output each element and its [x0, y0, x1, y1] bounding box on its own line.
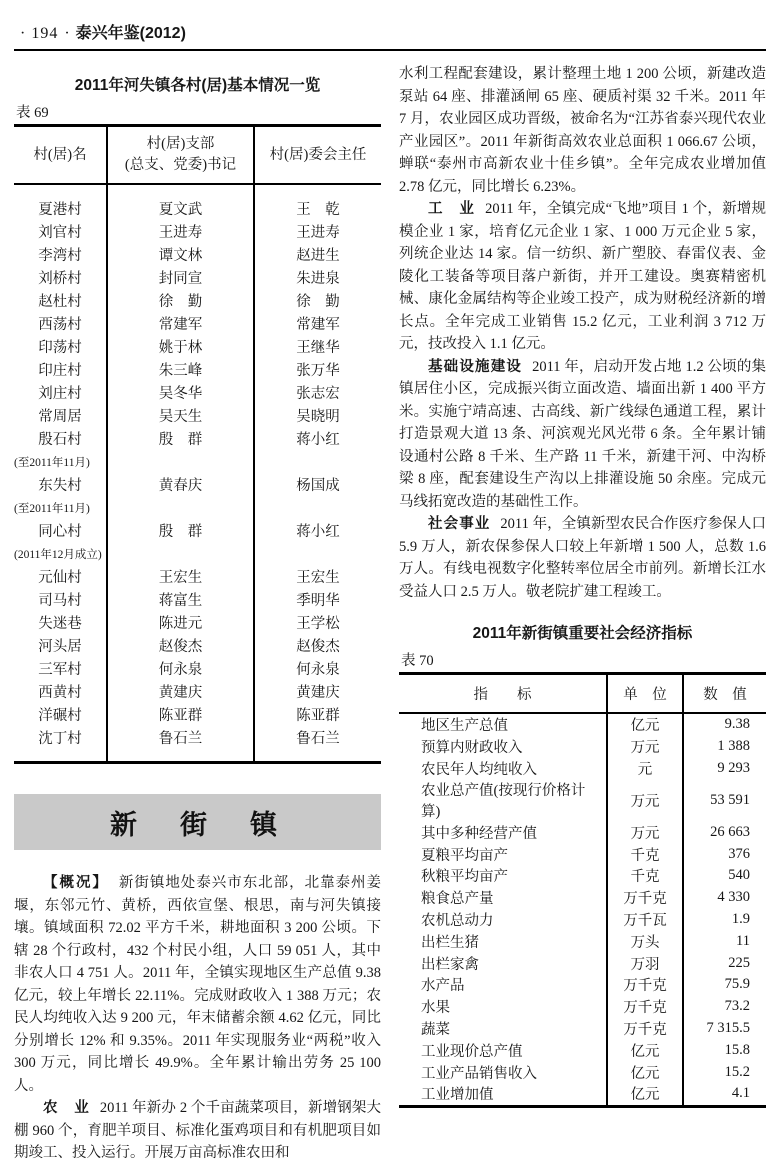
village-name-cell: 三军村 [38, 662, 82, 679]
table69-colheader-name: 村(居)名 [14, 126, 107, 185]
village-name-cell: 赵杜村 [38, 294, 82, 311]
village-name-cell: 印荡村 [38, 340, 82, 357]
left-column [14, 61, 381, 1165]
secretary-cell: 吴天生 [107, 404, 254, 427]
table-row [399, 996, 766, 1018]
village-name-cell: 河头居 [38, 639, 82, 656]
value-cell: 376 [728, 845, 750, 862]
director-cell: 陈亚群 [296, 708, 340, 725]
social-affairs-paragraph [399, 513, 766, 603]
agriculture-lead: 农 业 [43, 1100, 90, 1117]
secretary-cell: 鲁石兰 [107, 726, 254, 749]
village-name-cell: 西黄村 [38, 685, 82, 702]
indicator-cell: 粮食总产量 [421, 891, 494, 908]
table-row [399, 909, 766, 931]
table69-colheader-secretary-line1: 村(居)支部 [146, 136, 215, 152]
director-cell: 王宏生 [296, 570, 340, 587]
table-row [14, 220, 381, 243]
unit-cell: 万羽 [607, 952, 683, 974]
table-row [14, 404, 381, 427]
header-rule [14, 49, 766, 51]
table70-colheader-unit: 单 位 [607, 674, 683, 714]
secretary-cell: 陈进元 [107, 611, 254, 634]
village-note-cell: (至2011年11月) [14, 456, 90, 469]
continuation-text: 水利工程配套建设，累计整理土地 1 200 公顷，新建改造泵站 64 座、排灌涵闸 65 座、硬质衬渠 32 千米。2011 年 7 月，农业园区成功晋级，被命名为“江苏省泰兴现代农业产业园区”。2011 年新街高效农业总面积 1 066.67 公顷，蝉联“泰州市高新农业十佳乡镇”。全年完成农业增加值 2.78 亿元，同比增长 6.23%。 [399, 66, 766, 195]
unit-cell: 万千克 [607, 996, 683, 1018]
social-affairs-lead: 社会事业 [428, 516, 491, 532]
table-row [399, 1061, 766, 1083]
table-row [399, 758, 766, 780]
indicator-cell: 出栏家禽 [421, 956, 479, 973]
director-cell: 王继华 [296, 340, 340, 357]
director-cell: 王进寿 [296, 225, 340, 242]
village-name-cell: 印庄村 [38, 363, 82, 380]
village-name-cell: 司马村 [38, 593, 82, 610]
secretary-cell: 赵俊杰 [107, 634, 254, 657]
table-row [399, 736, 766, 758]
header-dot-right: · [64, 25, 70, 42]
secretary-cell: 殷 群 [107, 427, 254, 450]
indicator-cell: 水产品 [421, 978, 465, 995]
table-row [399, 821, 766, 843]
director-cell: 赵进生 [296, 248, 340, 265]
table-row [14, 634, 381, 657]
table-row [399, 843, 766, 865]
table-row [399, 887, 766, 909]
table-row [14, 312, 381, 335]
industry-text: 2011 年，全镇完成“飞地”项目 1 个，新增规模企业 1 家，培育亿元企业 1 家、1 000 万元企业 5 家，列统企业达 14 家。信一纺织、新广塑胶、春雷仪表、金陵化工装备等项目落户新街，并开工建设。奥赛精密机械、康化金属结构等企业竣工投产，成为财税经济新的增长点。全年完成工业销售 15.2 亿元，工业利润 3 712 万元，技改投入 1.1 亿元。 [399, 201, 766, 352]
table-row [14, 381, 381, 404]
table-row [14, 427, 381, 450]
director-cell: 徐 勤 [296, 294, 340, 311]
indicator-cell: 地区生产总值 [421, 718, 508, 735]
unit-cell: 万元 [607, 736, 683, 758]
director-cell: 张万华 [296, 363, 340, 380]
village-name-cell: 同心村 [38, 524, 82, 541]
director-cell: 王 乾 [296, 202, 340, 219]
spacer-cell [254, 184, 381, 197]
unit-cell: 万千克 [607, 1018, 683, 1040]
right-column [399, 61, 766, 1165]
value-cell: 225 [728, 954, 750, 971]
value-cell: 9.38 [724, 716, 750, 733]
table69-header [14, 126, 381, 185]
table-row [399, 952, 766, 974]
table-row [14, 588, 381, 611]
table70-colheader-indicator: 指 标 [399, 674, 607, 714]
secretary-cell: 蒋富生 [107, 588, 254, 611]
table69-title: 2011年河失镇各村(居)基本情况一览 [74, 77, 321, 94]
table-row [14, 335, 381, 358]
empty-cell [107, 450, 254, 473]
unit-cell: 万元 [607, 821, 683, 843]
table-row [14, 473, 381, 496]
indicator-cell: 蔬菜 [421, 1021, 450, 1038]
village-name-cell: 刘官村 [38, 225, 82, 242]
director-cell: 朱进泉 [296, 271, 340, 288]
indicator-cell: 夏粮平均亩产 [421, 847, 508, 864]
book-title: 泰兴年鉴(2012) [75, 25, 186, 42]
village-name-cell: 刘桥村 [38, 271, 82, 288]
director-cell: 何永泉 [296, 662, 340, 679]
two-column-layout [14, 61, 766, 1165]
table69-colheader-secretary [107, 126, 254, 185]
page-number: 194 [31, 25, 59, 42]
indicator-cell: 工业增加值 [421, 1087, 494, 1104]
table-row [14, 680, 381, 703]
unit-cell: 万千克 [607, 887, 683, 909]
secretary-cell: 徐 勤 [107, 289, 254, 312]
secretary-cell: 封同宣 [107, 266, 254, 289]
table-row [14, 197, 381, 220]
indicator-cell: 秋粮平均亩产 [421, 869, 508, 886]
village-name-cell: 东失村 [38, 478, 82, 495]
unit-cell: 万千瓦 [607, 909, 683, 931]
table-row [399, 1018, 766, 1040]
spacer-cell [14, 184, 107, 197]
value-cell: 73.2 [724, 998, 750, 1015]
village-note-cell: (至2011年11月) [14, 502, 90, 515]
table-row [399, 713, 766, 736]
value-cell: 7 315.5 [706, 1019, 750, 1036]
secretary-cell: 黄春庆 [107, 473, 254, 496]
value-cell: 4.1 [731, 1085, 750, 1102]
table69 [14, 124, 381, 764]
value-cell: 15.2 [724, 1063, 750, 1080]
empty-cell [254, 450, 381, 473]
empty-cell [107, 496, 254, 519]
infrastructure-lead: 基础设施建设 [428, 358, 523, 375]
table-row [14, 243, 381, 266]
village-name-cell: 夏港村 [38, 202, 82, 219]
empty-cell [254, 496, 381, 519]
director-cell: 王学松 [296, 616, 340, 633]
overview-paragraph [14, 872, 381, 1097]
table69-label: 表 69 [16, 105, 49, 121]
director-cell: 张志宏 [296, 386, 340, 403]
table70 [399, 672, 766, 1108]
secretary-cell: 何永泉 [107, 657, 254, 680]
agriculture-paragraph [14, 1097, 381, 1165]
secretary-cell: 谭文林 [107, 243, 254, 266]
overview-text: 新街镇地处泰兴市东北部，北靠泰州姜堰，东邻元竹、黄桥，西依宣堡、根思，南与河失镇接壤。镇域面积 72.02 平方千米，耕地面积 3 200 公顷。下辖 28 个行政村，432 个村民小组，人口 59 051 人，其中非农人口 4 751 人。2011 年，全镇实现地区生产总值 9.38 亿元，较上年增长 22.11%。完成财政收入 1 388 万元；农民人均纯收入达 9 200 元，年末储蓄余额 4.62 亿元，同比分别增长 12% 和 9.35%。2011 年实现服务业“两税”收入 300 万元，同比增长 49.9%。全年累计输出劳务 25 100 人。 [14, 875, 382, 1094]
value-cell: 15.8 [724, 1041, 750, 1058]
table-row [14, 289, 381, 312]
overview-lead: 【概况】 [43, 875, 109, 892]
value-cell: 53 591 [710, 791, 750, 808]
village-note-row [14, 496, 381, 519]
indicator-cell: 工业现价总产值 [421, 1043, 523, 1060]
town-section-banner: 新 街 镇 [14, 794, 381, 850]
table-row [14, 703, 381, 726]
table-row [399, 930, 766, 952]
table-row [14, 611, 381, 634]
value-cell: 75.9 [724, 976, 750, 993]
village-name-cell: 元仙村 [38, 570, 82, 587]
unit-cell: 亿元 [607, 1061, 683, 1083]
table-row [399, 1083, 766, 1106]
unit-cell: 亿元 [607, 1083, 683, 1106]
table-row [399, 779, 766, 821]
agriculture-text: 2011 年新办 2 个千亩蔬菜项目，新增钢架大棚 960 个，育肥羊项目、标准化蛋鸡项目和有机肥项目如期竣工、投入运行。开展万亩高标准农田和 [14, 1100, 381, 1162]
director-cell: 季明华 [296, 593, 340, 610]
village-name-cell: 殷石村 [38, 432, 82, 449]
indicator-cell: 水果 [421, 1000, 450, 1017]
secretary-cell: 朱三峰 [107, 358, 254, 381]
village-note-cell: (2011年12月成立) [14, 548, 102, 561]
table70-title: 2011年新街镇重要社会经济指标 [472, 625, 693, 642]
unit-cell: 亿元 [607, 1039, 683, 1061]
continuation-paragraph [399, 63, 766, 198]
unit-cell: 千克 [607, 865, 683, 887]
value-cell: 26 663 [710, 823, 750, 840]
secretary-cell: 王宏生 [107, 565, 254, 588]
indicator-cell: 其中多种经营产值 [421, 825, 537, 842]
table69-colheader-director: 村(居)委会主任 [254, 126, 381, 185]
value-cell: 11 [736, 932, 750, 949]
secretary-cell: 吴冬华 [107, 381, 254, 404]
table-row [14, 726, 381, 749]
table70-label: 表 70 [401, 653, 434, 669]
header-dot-left: · [20, 25, 26, 42]
secretary-cell: 黄建庆 [107, 680, 254, 703]
spacer-cell [107, 749, 254, 763]
unit-cell: 万元 [607, 779, 683, 821]
village-name-cell: 沈丁村 [38, 731, 82, 748]
unit-cell: 万头 [607, 930, 683, 952]
table-row [14, 657, 381, 680]
infrastructure-paragraph [399, 356, 766, 514]
village-note-row [14, 542, 381, 565]
director-cell: 蒋小红 [296, 432, 340, 449]
value-cell: 4 330 [717, 889, 750, 906]
director-cell: 鲁石兰 [296, 731, 340, 748]
table-row [399, 865, 766, 887]
infrastructure-text: 2011 年，启动开发占地 1.2 公顷的集镇居住小区，完成振兴街立面改造、墙面出新 1 400 平方米。实施宁靖高速、古高线、新广线绿色通道工程，累计打造景观大道 13 条、河滨观光风光带 6 条。全年累计铺设通村公路 8 千米、生产路 11 千米，新建干河、中沟桥梁 8 座，配套建设生产沟以上排灌设施 50 余座。完成元马线拓宽改造的基础性工作。 [399, 358, 766, 510]
secretary-cell: 常建军 [107, 312, 254, 335]
indicator-cell: 出栏生猪 [421, 934, 479, 951]
table-row [14, 519, 381, 542]
indicator-cell: 工业产品销售收入 [421, 1065, 537, 1082]
table70-colheader-value: 数 值 [683, 674, 766, 714]
empty-cell [254, 542, 381, 565]
indicator-cell: 农机总动力 [421, 912, 494, 929]
spacer-cell [107, 184, 254, 197]
value-cell: 1.9 [731, 910, 750, 927]
indicator-cell: 农民年人均纯收入 [421, 761, 537, 778]
table-row [399, 1039, 766, 1061]
secretary-cell: 陈亚群 [107, 703, 254, 726]
director-cell: 蒋小红 [296, 524, 340, 541]
secretary-cell: 殷 群 [107, 519, 254, 542]
social-affairs-text: 2011 年，全镇新型农民合作医疗参保人口 5.9 万人，新农保参保人口较上年新增 1 500 人，总数 1.6 万人。有线电视数字化整转率位居全市前列。新增长江水受益人口 2.5 万人。敬老院扩建工程竣工。 [399, 516, 767, 600]
table-row [14, 565, 381, 588]
village-note-row [14, 450, 381, 473]
director-cell: 吴晓明 [296, 409, 340, 426]
value-cell: 9 293 [717, 759, 750, 776]
value-cell: 540 [728, 867, 750, 884]
table-row [14, 266, 381, 289]
table-row [399, 974, 766, 996]
industry-paragraph [399, 198, 766, 356]
table69-body [14, 184, 381, 763]
director-cell: 杨国成 [296, 478, 340, 495]
unit-cell: 千克 [607, 843, 683, 865]
table-spacer-row [14, 184, 381, 197]
secretary-cell: 王进寿 [107, 220, 254, 243]
empty-cell [107, 542, 254, 565]
village-name-cell: 刘庄村 [38, 386, 82, 403]
table70-body [399, 713, 766, 1106]
village-name-cell: 洋碾村 [38, 708, 82, 725]
village-name-cell: 李湾村 [38, 248, 82, 265]
secretary-cell: 夏文武 [107, 197, 254, 220]
village-name-cell: 常周居 [38, 409, 82, 426]
village-name-cell: 西荡村 [38, 317, 82, 334]
unit-cell: 万千克 [607, 974, 683, 996]
spacer-cell [254, 749, 381, 763]
indicator-cell: 农业总产值(按现行价格计算) [421, 783, 586, 821]
table-spacer-row [14, 749, 381, 763]
unit-cell: 亿元 [607, 713, 683, 736]
industry-lead: 工 业 [428, 201, 476, 217]
table-row [14, 358, 381, 381]
director-cell: 常建军 [296, 317, 340, 334]
spacer-cell [14, 749, 107, 763]
indicator-cell: 预算内财政收入 [421, 740, 523, 757]
director-cell: 赵俊杰 [296, 639, 340, 656]
village-name-cell: 失迷巷 [38, 616, 82, 633]
table69-colheader-secretary-line2: (总支、党委)书记 [124, 157, 237, 174]
unit-cell: 元 [607, 758, 683, 780]
value-cell: 1 388 [717, 738, 750, 755]
director-cell: 黄建庆 [296, 685, 340, 702]
table70-header [399, 674, 766, 714]
secretary-cell: 姚于林 [107, 335, 254, 358]
running-head [14, 14, 766, 49]
